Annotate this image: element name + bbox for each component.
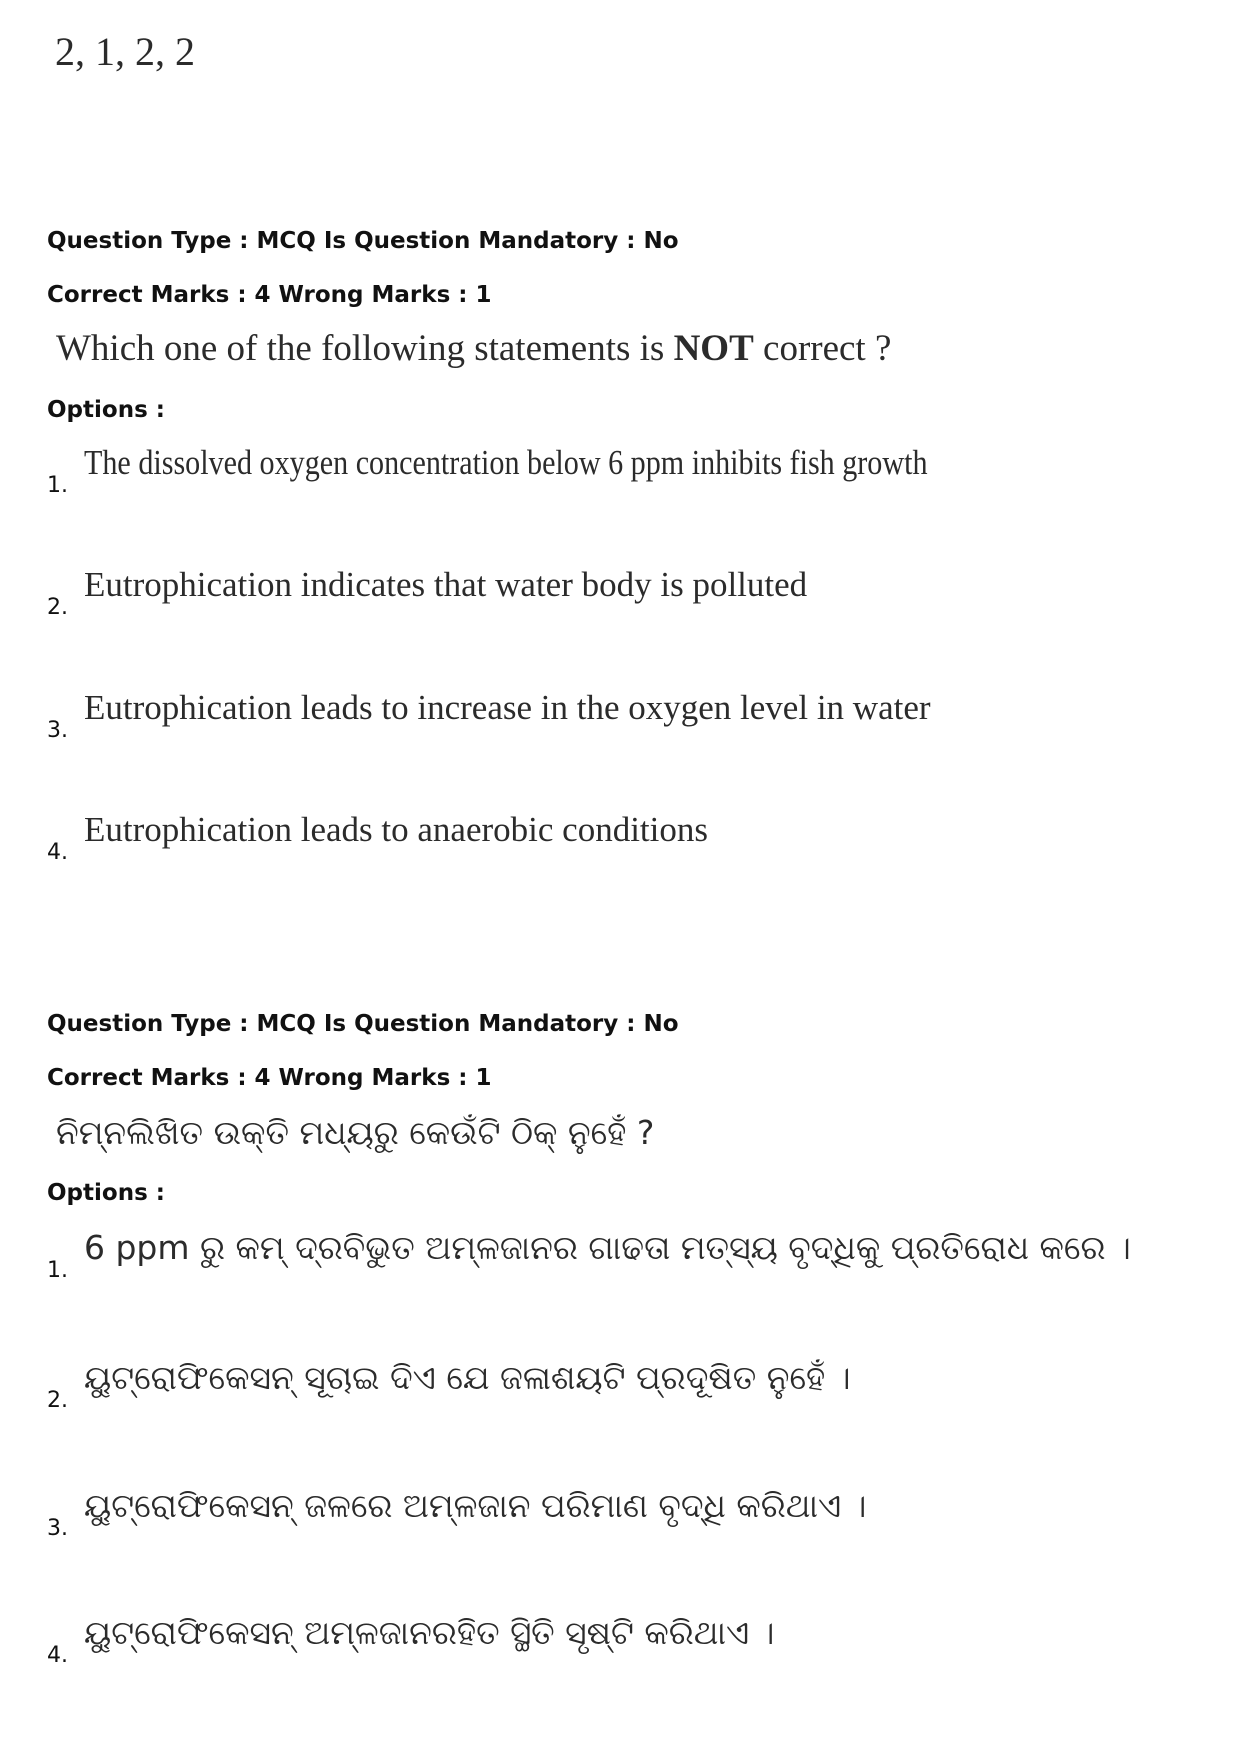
option-4[interactable] xyxy=(47,1613,1147,1673)
option-2[interactable] xyxy=(47,1358,1147,1418)
previous-answer: 2, 1, 2, 2 xyxy=(55,29,195,74)
option-text: ୟୁଟ୍ରୋଫିକେସନ୍ ସୂଚାଇ ଦିଏ ଯେ ଜଳାଶୟଟି ପ୍ରଦୂଷିତ ନୁହେଁ । xyxy=(84,1358,851,1397)
question-block-odia xyxy=(47,1008,1197,1708)
option-number: 1. xyxy=(47,473,68,498)
option-3[interactable] xyxy=(47,1486,1147,1546)
option-text: The dissolved oxygen concentration below 6 ppm inhibits fish growth xyxy=(84,443,928,482)
options-label: Options : xyxy=(47,1180,165,1206)
question-block-english xyxy=(47,225,1197,875)
option-4[interactable] xyxy=(47,810,1147,870)
option-text: 6 ppm ରୁ କମ୍ ଦ୍ରବିଭୁତ ଅମ୍ଳଜାନର ଗାଢତା ମତ୍ସ୍ୟ ବୃଦ୍ଧିକୁ ପ୍ରତିରୋଧ କରେ । xyxy=(84,1228,1131,1267)
option-number: 4. xyxy=(47,840,68,865)
option-3[interactable] xyxy=(47,688,1147,748)
option-text: ୟୁଟ୍ରୋଫିକେସନ୍ ଅମ୍ଳଜାନରହିତ ସ୍ଥିତି ସୃଷ୍ଟି କରିଥାଏ । xyxy=(84,1613,775,1652)
option-number: 3. xyxy=(47,1516,68,1541)
option-number: 2. xyxy=(47,1388,68,1413)
question-text xyxy=(56,327,891,370)
option-text: Eutrophication leads to increase in the oxygen level in water xyxy=(84,688,931,727)
marks-line: Correct Marks : 4 Wrong Marks : 1 xyxy=(47,1065,492,1091)
question-text-part: Which one of the following statements is xyxy=(56,328,674,369)
option-2[interactable] xyxy=(47,565,1147,625)
question-text-emphasis: NOT xyxy=(673,328,754,369)
options-label: Options : xyxy=(47,397,165,423)
option-text: ୟୁଟ୍ରୋଫିକେସନ୍ ଜଳରେ ଅମ୍ଳଜାନ ପରିମାଣ ବୃଦ୍ଧି କରିଥାଏ । xyxy=(84,1486,867,1525)
option-text: Eutrophication indicates that water body is polluted xyxy=(84,565,808,604)
option-number: 1. xyxy=(47,1258,68,1283)
question-type-line: Question Type : MCQ Is Question Mandatory : No xyxy=(47,1011,679,1037)
option-text: Eutrophication leads to anaerobic conditions xyxy=(84,810,708,849)
option-number: 4. xyxy=(47,1643,68,1668)
marks-line: Correct Marks : 4 Wrong Marks : 1 xyxy=(47,282,492,308)
option-number: 3. xyxy=(47,718,68,743)
question-type-line: Question Type : MCQ Is Question Mandatory : No xyxy=(47,228,679,254)
option-1[interactable] xyxy=(47,443,1147,503)
question-text-part: correct ? xyxy=(753,328,892,369)
question-text: ନିମ୍ନଲିଖିତ ଉକ୍ତି ମଧ୍ୟରୁ କେଉଁଟି ଠିକ୍ ନୁହେଁ ? xyxy=(56,1113,655,1152)
option-number: 2. xyxy=(47,595,68,620)
option-1[interactable] xyxy=(47,1228,1147,1288)
